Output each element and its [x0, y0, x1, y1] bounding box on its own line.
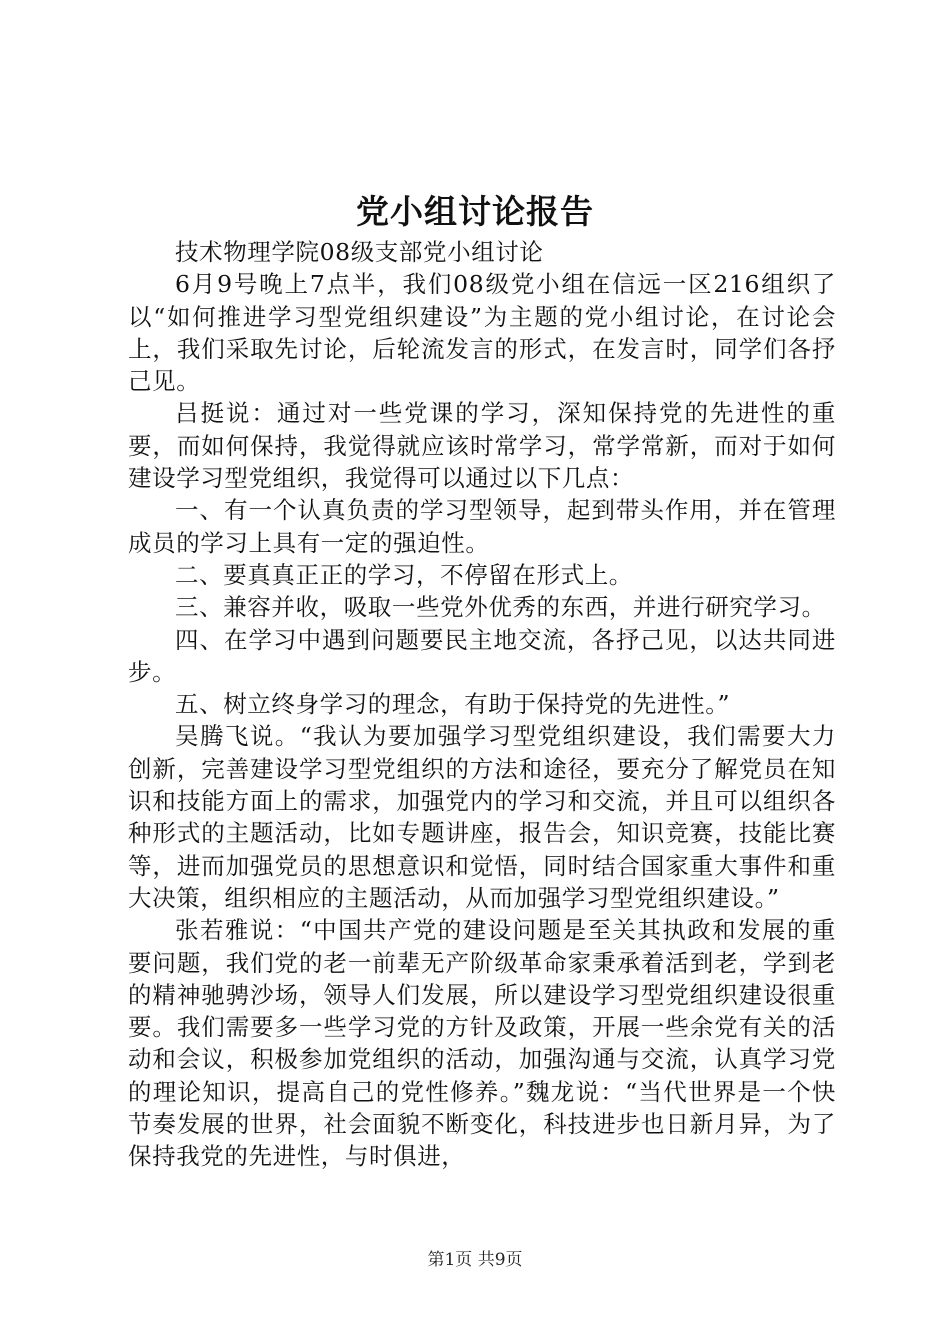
paragraph: 吕挺说：通过对一些党课的学习，深知保持党的先进性的重要，而如何保持，我觉得就应该时常学习，常学常新，而对于如何建设学习型党组织，我觉得可以通过以下几点：	[128, 399, 836, 493]
document-title: 党小组讨论报告	[356, 192, 594, 231]
paragraph: 一、有一个认真负责的学习型领导，起到带头作用，并在管理成员的学习上具有一定的强迫性。	[128, 496, 836, 557]
page-footer: 第1页 共9页	[427, 1250, 523, 1270]
paragraph: 四、在学习中遇到问题要民主地交流，各抒己见，以达共同进步。	[128, 625, 836, 686]
paragraph: 三、兼容并收，吸取一些党外优秀的东西，并进行研究学习。	[175, 593, 826, 622]
document-body	[128, 236, 836, 1173]
paragraph: 张若雅说：“中国共产党的建设问题是至关其执政和发展的重要问题，我们党的老一前辈无产阶级革命家秉承着活到老，学到老的精神驰骋沙场，领导人们发展，所以建设学习型党组织建设很重要。我们需要多一些学习党的方针及政策，开展一些余党有关的活动和会议，积极参加党组织的活动，加强沟通与交流，认真学习党的理论知识，提高自己的党性修养。”魏龙说：“当代世界是一个快节奏发展的世界，社会面貌不断变化，科技进步也日新月异，为了保持我党的先进性，与时俱进，	[128, 916, 836, 1171]
paragraph: 吴腾飞说。“我认为要加强学习型党组织建设，我们需要大力创新，完善建设学习型党组织的方法和途径，要充分了解党员在知识和技能方面上的需求，加强党内的学习和交流，并且可以组织各种形式的主题活动，比如专题讲座，报告会，知识竞赛，技能比赛等，进而加强党员的思想意识和觉悟，同时结合国家重大事件和重大决策，组织相应的主题活动，从而加强学习型党组织建设。”	[128, 722, 836, 912]
paragraph: 五、树立终身学习的理念，有助于保持党的先进性。”	[175, 690, 731, 719]
paragraph: 技术物理学院08级支部党小组讨论	[175, 238, 544, 266]
paragraph: 6月9号晚上7点半，我们08级党小组在信远一区216组织了以“如何推进学习型党组织建设”为主题的党小组讨论，在讨论会上，我们采取先讨论，后轮流发言的形式，在发言时，同学们各抒己见。	[128, 270, 836, 396]
paragraph: 二、要真真正正的学习，不停留在形式上。	[175, 560, 633, 589]
